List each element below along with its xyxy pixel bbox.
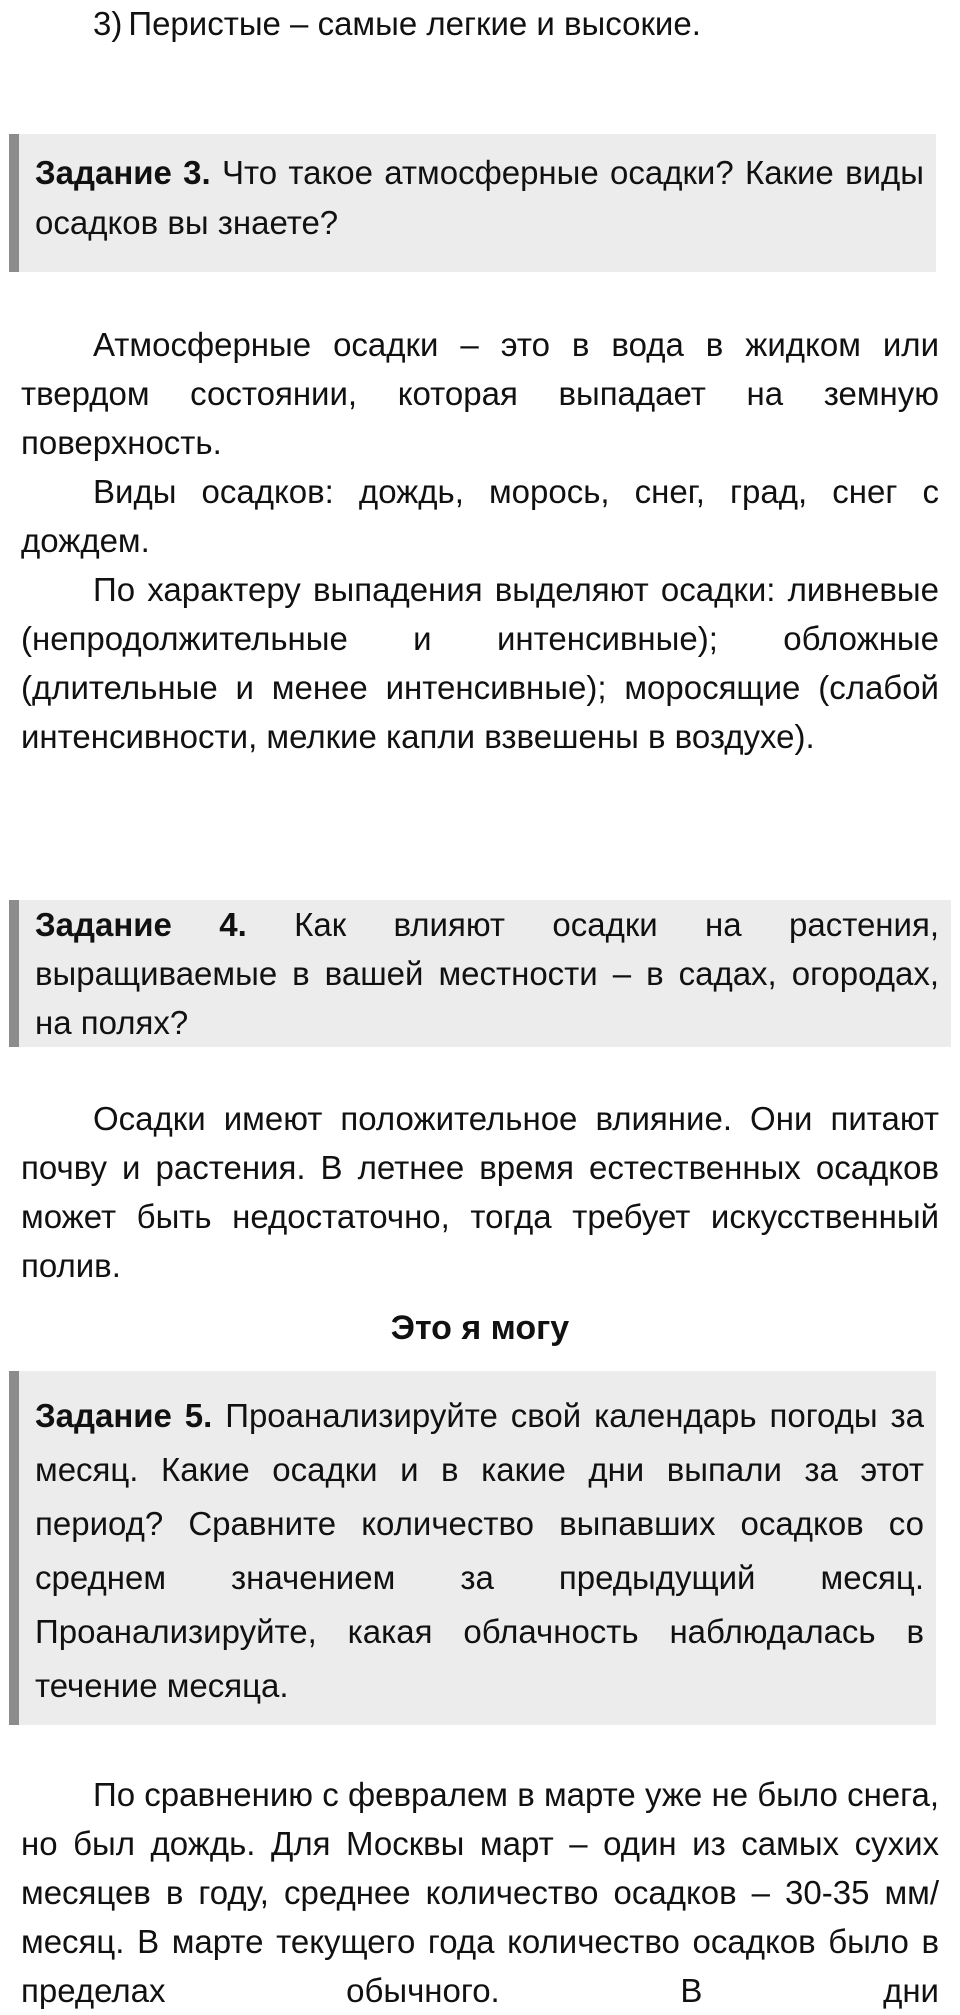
- answer-4: [21, 1094, 939, 1290]
- task-3-label: Задание 3.: [35, 154, 211, 191]
- task-5-text: [35, 1389, 924, 1713]
- list-item-text: Перистые – самые легкие и высокие.: [128, 5, 701, 42]
- task-4-box: [9, 900, 951, 1047]
- answer-3: [21, 320, 939, 761]
- task-5-label: Задание 5.: [35, 1397, 213, 1434]
- task-4-text: [35, 900, 939, 1047]
- answer-5: [21, 1770, 939, 2015]
- answer-5-paragraph: По сравнению с февралем в марте уже не было снега, но был дождь. Для Москвы март – один из самых сухих месяцев в году, среднее количество осадков – 30-35 мм/месяц. В марте текущего года количество осадков было в пределах обычного. В дни: [21, 1776, 939, 2009]
- task-5-question: Проанализируйте свой календарь погоды за месяц. Какие осадки и в какие дни выпали за этот период? Сравните количество выпавших осадков со среднем значением за предыдущий месяц. Проанализируйте, какая облачность наблюдалась в течение месяца.: [35, 1397, 925, 1704]
- task-4-question: Как влияют осадки на растения, выращиваемые в вашей местности – в садах, огородах, на полях?: [35, 906, 939, 1041]
- section-heading: Это я могу: [390, 1309, 570, 1347]
- answer-4-paragraph: Осадки имеют положительное влияние. Они питают почву и растения. В летнее время естественных осадков может быть недостаточно, тогда требует искусственный полив.: [21, 1100, 939, 1284]
- task-3-box: [9, 134, 936, 272]
- task-4-label: Задание 4.: [35, 906, 247, 943]
- task-3-question: Что такое атмосферные осадки? Какие виды осадков вы знаете?: [35, 154, 925, 241]
- list-item-cirrus: [93, 2, 701, 46]
- task-5-box: [9, 1371, 936, 1725]
- answer-3-paragraph-definition: Атмосферные осадки – это в вода в жидком или твердом состоянии, которая выпадает на земную поверхность.: [21, 326, 939, 461]
- answer-3-paragraph-character: По характеру выпадения выделяют осадки: ливневые (непродолжительные и интенсивные); обложные (длительные и менее интенсивные); моросящие (слабой интенсивности, мелкие капли взвешены в воздухе).: [21, 571, 939, 755]
- list-number: 3): [93, 5, 123, 42]
- answer-3-paragraph-types: Виды осадков: дождь, морось, снег, град, снег с дождем.: [21, 473, 939, 559]
- task-3-text: [35, 148, 924, 248]
